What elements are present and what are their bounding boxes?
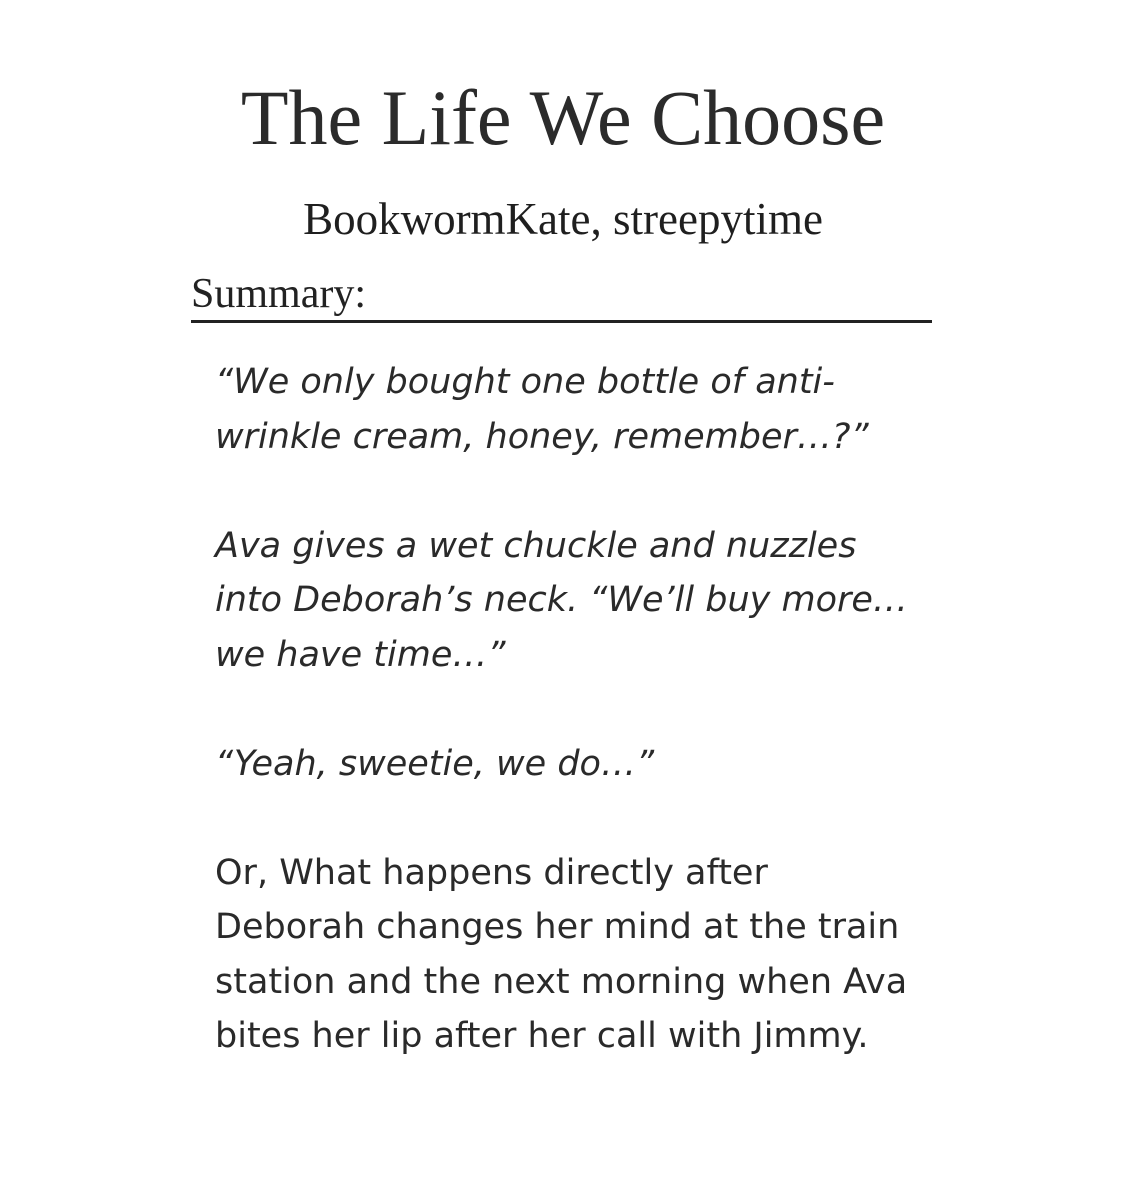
summary-paragraph bbox=[215, 519, 915, 683]
summary-paragraph-text: Or, What happens directly after Deborah changes her mind at the train station and the next morning when Ava bites her lip after her call with Jimmy. bbox=[215, 852, 908, 1056]
work-authors: BookwormKate, streepytime bbox=[303, 194, 823, 244]
summary-paragraph-text: Ava gives a wet chuckle and nuzzles into Deborah’s neck. “We’ll buy more…we have time…” bbox=[215, 525, 908, 675]
summary-paragraph bbox=[215, 737, 915, 792]
summary-paragraph-text: “Yeah, sweetie, we do…” bbox=[215, 743, 655, 784]
summary-body bbox=[215, 355, 915, 1064]
summary-paragraph-text: “We only bought one bottle of anti-wrinkle cream, honey, remember…?” bbox=[215, 362, 869, 457]
summary-heading: Summary: bbox=[191, 268, 932, 323]
summary-paragraph bbox=[215, 846, 915, 1064]
work-title: The Life We Choose bbox=[240, 74, 886, 161]
summary-paragraph bbox=[215, 355, 915, 464]
